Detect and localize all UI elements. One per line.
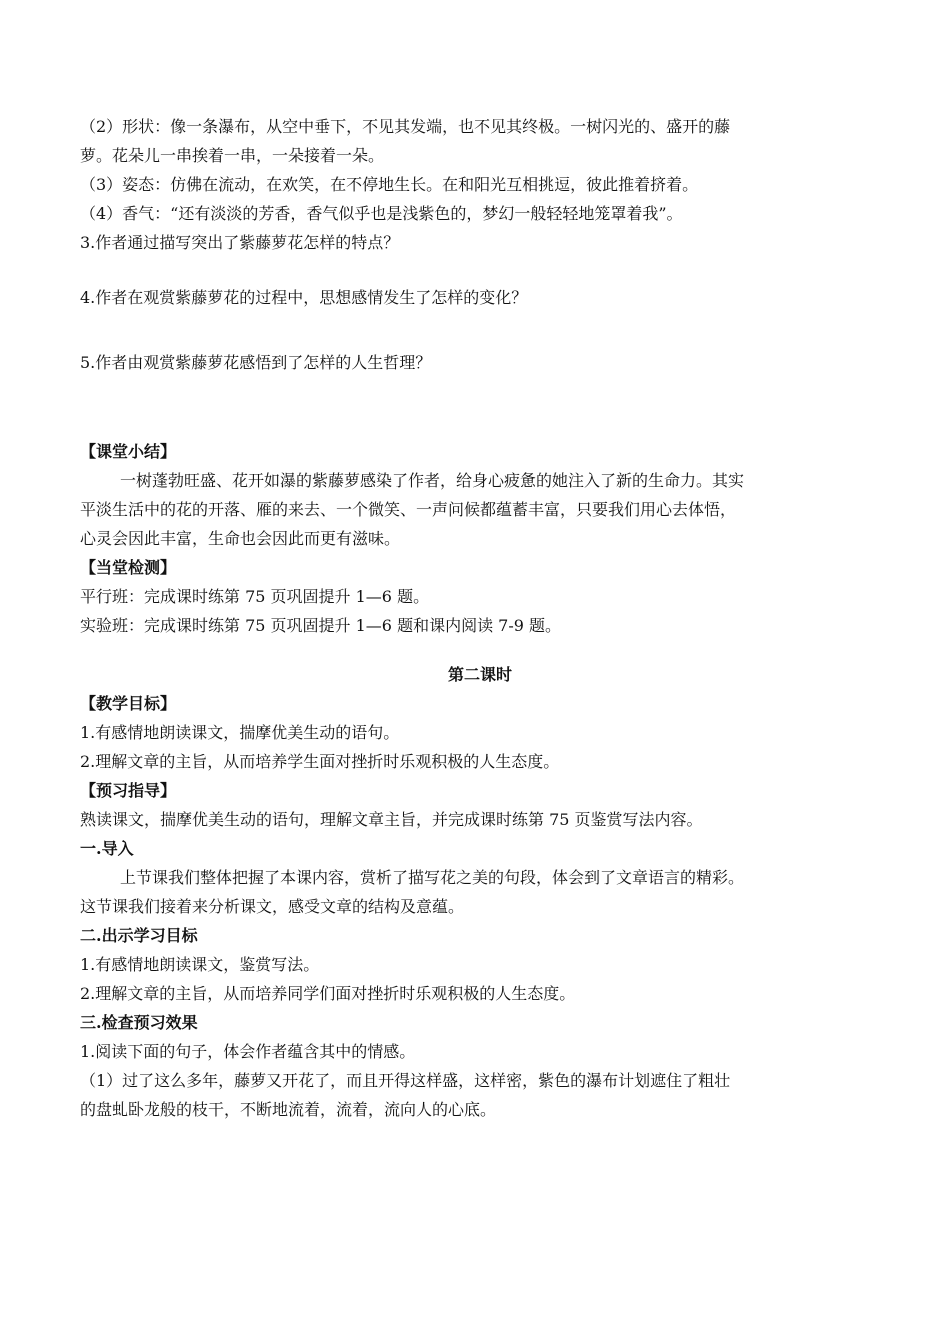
summary-line3: 心灵会因此丰富，生命也会因此而更有滋味。 (80, 529, 401, 548)
intro-line2: 这节课我们接着来分析课文，感受文章的结构及意蕴。 (80, 897, 465, 916)
sentence1-line2: 的盘虬卧龙般的枝干，不断地流着，流着，流向人的心底。 (80, 1100, 497, 1119)
check-preview-heading: 三.检查预习效果 (80, 1013, 198, 1032)
goal-1: 1.有感情地朗读课文，揣摩优美生动的语句。 (80, 723, 400, 742)
goal-2: 2.理解文章的主旨，从而培养学生面对挫折时乐观积极的人生态度。 (80, 752, 560, 771)
goals-heading: 【教学目标】 (80, 694, 177, 713)
item2-line2: 萝。花朵儿一串挨着一串，一朵接着一朵。 (80, 146, 385, 165)
answer-space (80, 312, 880, 348)
check-item-1: 1.阅读下面的句子，体会作者蕴含其中的情感。 (80, 1042, 416, 1061)
objective-1: 1.有感情地朗读课文，鉴赏写法。 (80, 955, 320, 974)
objectives-heading: 二.出示学习目标 (80, 926, 198, 945)
document-page (80, 112, 880, 1124)
item4: （4）香气：“还有淡淡的芳香，香气似乎也是浅紫色的，梦幻一般轻轻地笼罩着我”。 (80, 204, 683, 223)
question-5: 5.作者由观赏紫藤萝花感悟到了怎样的人生哲理？ (80, 353, 432, 372)
question-3: 3.作者通过描写突出了紫藤萝花怎样的特点？ (80, 233, 400, 252)
check-parallel: 平行班：完成课时练第 75 页巩固提升 1—6 题。 (80, 587, 430, 606)
check-experimental: 实验班：完成课时练第 75 页巩固提升 1—6 题和课内阅读 7-9 题。 (80, 616, 562, 635)
item3: （3）姿态：仿佛在流动，在欢笑，在不停地生长。在和阳光互相挑逗，彼此推着挤着。 (80, 175, 699, 194)
preview-heading: 【预习指导】 (80, 781, 177, 800)
summary-line1: 一树蓬勃旺盛、花开如瀑的紫藤萝感染了作者，给身心疲惫的她注入了新的生命力。其实 (120, 471, 745, 490)
answer-space (80, 257, 880, 283)
preview-text: 熟读课文，揣摩优美生动的语句，理解文章主旨，并完成课时练第 75 页鉴赏写法内容。 (80, 810, 703, 829)
lesson2-title: 第二课时 (447, 665, 512, 684)
check-heading: 【当堂检测】 (80, 558, 177, 577)
question-4: 4.作者在观赏紫藤萝花的过程中，思想感情发生了怎样的变化？ (80, 288, 528, 307)
objective-2: 2.理解文章的主旨，从而培养同学们面对挫折时乐观积极的人生态度。 (80, 984, 576, 1003)
intro-line1: 上节课我们整体把握了本课内容，赏析了描写花之美的句段，体会到了文章语言的精彩。 (120, 868, 745, 887)
section-gap (80, 640, 880, 660)
summary-heading: 【课堂小结】 (80, 442, 177, 461)
summary-line2: 平淡生活中的花的开落、雁的来去、一个微笑、一声问候都蕴蓄丰富，只要我们用心去体悟， (80, 500, 737, 519)
sentence1-line1: （1）过了这么多年，藤萝又开花了，而且开得这样盛，这样密，紫色的瀑布计划遮住了粗壮 (80, 1071, 731, 1090)
item2-line1: （2）形状：像一条瀑布，从空中垂下，不见其发端，也不见其终极。一树闪光的、盛开的藤 (80, 117, 731, 136)
intro-heading: 一.导入 (80, 839, 134, 858)
answer-space (80, 377, 880, 437)
